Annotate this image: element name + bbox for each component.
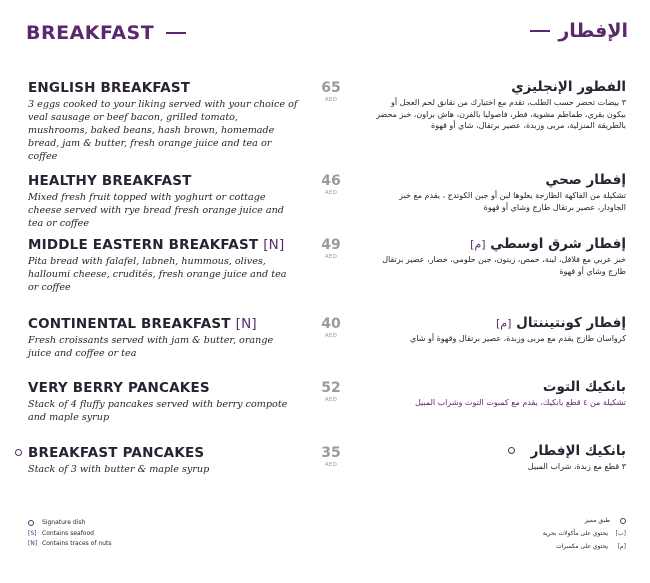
menu-item-en bbox=[28, 80, 298, 163]
price-value: 65 bbox=[321, 80, 341, 96]
signature-dish-icon bbox=[15, 449, 22, 456]
page-title-en: BREAKFAST bbox=[26, 22, 155, 44]
signature-dish-icon bbox=[28, 520, 34, 526]
menu-item-ar bbox=[376, 315, 626, 345]
item-desc-ar: تشكيلة من ٤ قطع بانكيك، يقدم مع كمبوت التوت وشراب المبيل bbox=[414, 398, 626, 407]
nuts-tag: [N] bbox=[235, 316, 257, 332]
item-name-en: VERY BERRY PANCAKES bbox=[28, 380, 210, 396]
legend-signature bbox=[28, 518, 112, 529]
legend-nuts bbox=[28, 539, 112, 550]
price-value: 52 bbox=[321, 380, 341, 396]
item-desc-ar: كرواسان طازج يقدم مع مربى وزبدة، عصير برتقال وقهوة أو شاي bbox=[410, 334, 626, 343]
menu-item-ar bbox=[376, 172, 626, 213]
signature-dish-icon bbox=[620, 518, 626, 524]
nuts-mark: [م] bbox=[617, 543, 626, 550]
nuts-mark: [N] bbox=[28, 540, 38, 547]
legend-seafood bbox=[28, 529, 112, 540]
legend-label: Contains traces of nuts bbox=[42, 540, 112, 547]
price-currency: AED bbox=[324, 254, 338, 260]
item-name-ar: الفطور الإنجليزي bbox=[511, 79, 626, 95]
header-dash-en bbox=[166, 32, 186, 34]
price-value: 35 bbox=[321, 445, 341, 461]
item-price bbox=[316, 445, 346, 468]
page-title-ar: الإفطار bbox=[558, 20, 628, 42]
nuts-tag: [م] bbox=[470, 238, 486, 251]
legend-label: Signature dish bbox=[42, 519, 86, 526]
item-name-en: BREAKFAST PANCAKES bbox=[28, 445, 205, 461]
menu-item-ar bbox=[376, 443, 626, 473]
legend-en bbox=[28, 518, 112, 550]
price-value: 40 bbox=[321, 316, 341, 332]
header-dash-ar bbox=[530, 30, 550, 32]
item-desc-en: 3 eggs cooked to your liking served with your choice of veal sausage or beef bacon, grilled tomato, mushrooms, baked beans, hash brown, homemade bread, jam & butter, fresh orange juice and tea or coffee bbox=[28, 99, 298, 162]
item-name-ar: بانكيك الإفطار bbox=[530, 443, 626, 459]
price-currency: AED bbox=[324, 397, 338, 403]
item-name-ar: إفطار كونتيننتال [م] bbox=[496, 315, 626, 331]
item-name-en: CONTINENTAL BREAKFAST [N] bbox=[28, 316, 257, 332]
item-name-ar: إفطار صحي bbox=[545, 172, 626, 188]
seafood-mark: [S] bbox=[28, 529, 37, 537]
item-desc-ar: ٣ بيضات تحضر حسب الطلب، تقدم مع اختيارك من نقانق لحم العجل أو بيكون بقري، طماطم مشوية، فطر، فاصوليا بالفرن، هاش براون، خبز محضر بالطريقة المنزلية، مربى وزبدة، عصير برتقال، شاي أو قهوة bbox=[376, 98, 626, 130]
item-price bbox=[316, 80, 346, 103]
price-currency: AED bbox=[324, 190, 338, 196]
legend-ar bbox=[543, 514, 626, 553]
legend-nuts bbox=[543, 540, 626, 553]
price-value: 49 bbox=[321, 237, 341, 253]
legend-label: طبق مميز bbox=[584, 517, 610, 524]
legend-label: يحتوي على مكسرات bbox=[555, 543, 608, 550]
price-currency: AED bbox=[324, 97, 338, 103]
header-en bbox=[26, 22, 186, 44]
item-price bbox=[316, 173, 346, 196]
item-desc-ar: ٣ قطع مع زبدة، شراب المبيل bbox=[527, 462, 626, 471]
legend-seafood bbox=[543, 527, 626, 540]
legend-label: يحتوي على مأكولات بحرية bbox=[542, 530, 608, 537]
item-desc-ar: تشكيلة من الفاكهة الطازجة يعلوها لبن أو جبن الكوتدج ، يقدم مع خبز الجاودار، عصير برتقال طازج وشاي أو قهوة bbox=[399, 191, 626, 212]
price-currency: AED bbox=[324, 462, 338, 468]
price-currency: AED bbox=[324, 333, 338, 339]
item-desc-ar: خبز عربي مع فلافل، لبنة، حمص، زيتون، جبن حلومي، خضار، عصير برتقال طازج وشاي أو قهوة bbox=[382, 255, 626, 276]
item-name-en: HEALTHY BREAKFAST bbox=[28, 173, 192, 189]
item-name-en: MIDDLE EASTERN BREAKFAST [N] bbox=[28, 237, 285, 253]
item-price bbox=[316, 316, 346, 339]
item-desc-en: Stack of 4 fluffy pancakes served with berry compote and maple syrup bbox=[28, 399, 288, 423]
item-price bbox=[316, 380, 346, 403]
menu-item-ar bbox=[376, 79, 626, 132]
menu-item-en bbox=[28, 445, 298, 476]
nuts-tag: [م] bbox=[496, 317, 512, 330]
legend-label: Contains seafood bbox=[42, 529, 94, 537]
item-name-ar: إفطار شرق اوسطي [م] bbox=[470, 236, 626, 252]
menu-item-en bbox=[28, 316, 298, 360]
item-desc-en: Fresh croissants served with jam & butter, orange juice and coffee or tea bbox=[28, 335, 274, 359]
header-ar bbox=[530, 20, 628, 42]
menu-item-en bbox=[28, 237, 298, 294]
item-name-en: ENGLISH BREAKFAST bbox=[28, 80, 191, 96]
seafood-mark: [ب] bbox=[615, 530, 626, 537]
menu-item-en bbox=[28, 173, 298, 230]
item-desc-en: Pita bread with falafel, labneh, hummous, olives, halloumi cheese, crudités, fresh orange juice and tea or coffee bbox=[28, 256, 287, 293]
nuts-tag: [N] bbox=[263, 237, 285, 253]
legend-signature bbox=[543, 514, 626, 527]
item-price bbox=[316, 237, 346, 260]
item-desc-en: Mixed fresh fruit topped with yoghurt or cottage cheese served with rye bread fresh orange juice and tea or coffee bbox=[28, 192, 284, 229]
menu-item-ar bbox=[376, 236, 626, 277]
item-name-ar: بانكيك التوت bbox=[542, 379, 626, 395]
menu-item-en bbox=[28, 380, 298, 424]
item-desc-en: Stack of 3 with butter & maple syrup bbox=[28, 464, 210, 475]
price-value: 46 bbox=[321, 173, 341, 189]
menu-item-ar bbox=[376, 379, 626, 409]
